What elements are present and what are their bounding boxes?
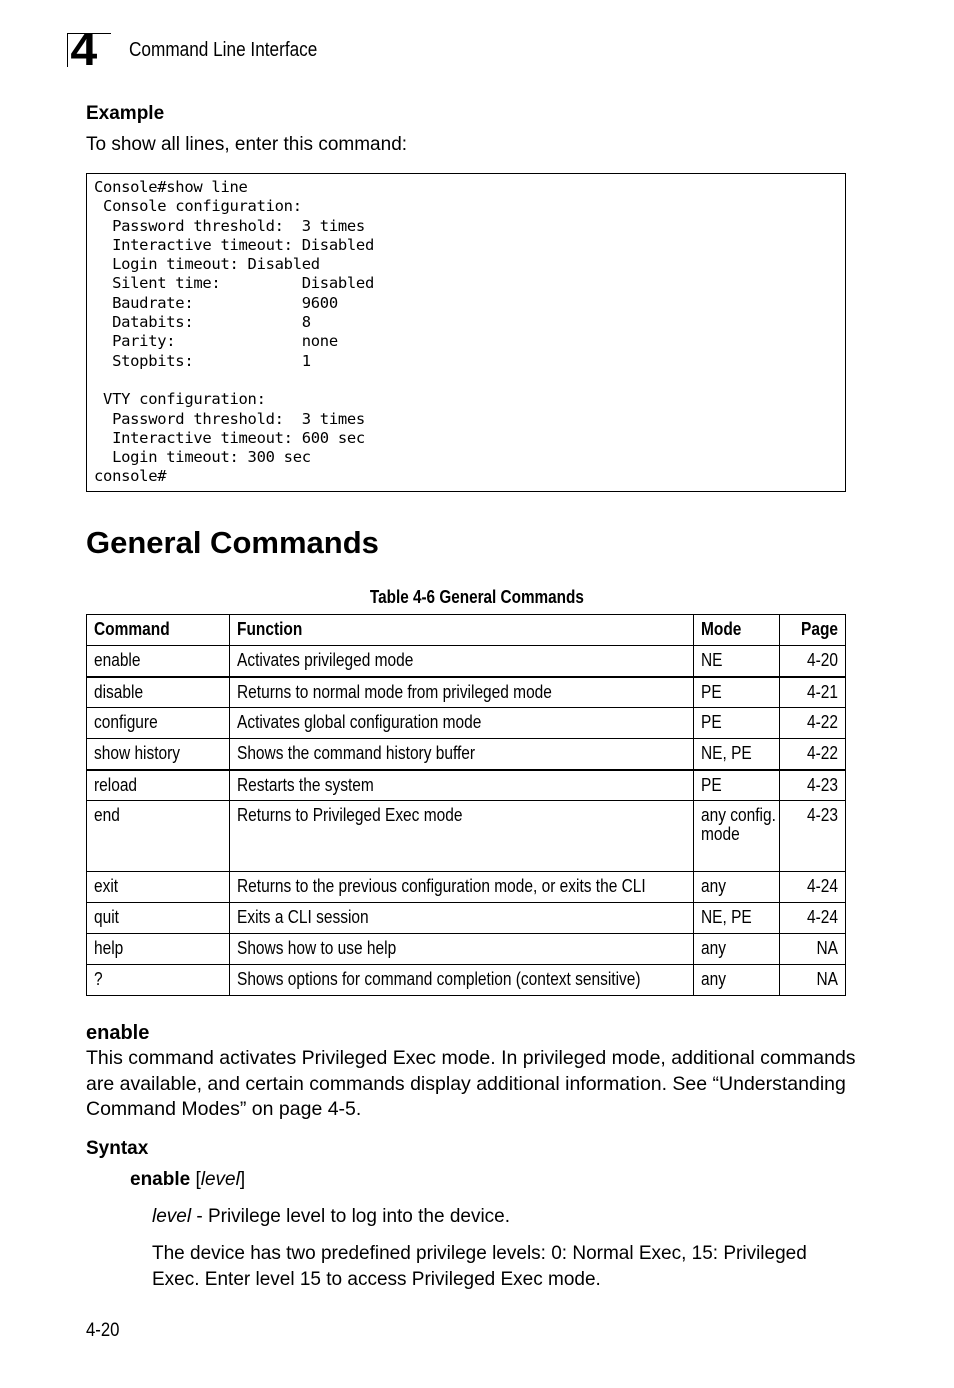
cell-command: reload: [87, 770, 230, 801]
table-caption: Table 4-6 General Commands: [370, 587, 584, 607]
cell-command: configure: [87, 708, 230, 739]
cell-function: Shows how to use help: [230, 934, 694, 965]
cell-function: Exits a CLI session: [230, 903, 694, 934]
table-row: [87, 677, 846, 708]
cell-page: NA: [780, 965, 846, 996]
table-row: [87, 646, 846, 677]
cell-command: show history: [87, 739, 230, 770]
general-commands-table: [86, 614, 846, 996]
header-mode: Mode: [694, 615, 780, 646]
cell-function: Restarts the system: [230, 770, 694, 801]
syntax-close-bracket: ]: [239, 1169, 246, 1190]
table-row: [87, 770, 846, 801]
syntax-command: enable: [130, 1169, 191, 1190]
cell-command: enable: [87, 646, 230, 677]
header-function: Function: [230, 615, 694, 646]
cell-mode: PE: [694, 770, 780, 801]
table-row: [87, 965, 846, 996]
cell-function: Returns to normal mode from privileged mode: [230, 677, 694, 708]
code-block: [86, 173, 846, 492]
cell-function: Activates global configuration mode: [230, 708, 694, 739]
header-command: Command: [87, 615, 230, 646]
code-text: Console#show line Console configuration: Password threshold: 3 times Interactive timeout: Disabled Login timeout: Disabled Silent time: Disabled Baudrate: 9600 Databits: 8 Parity: none Stopbits: 1 VTY configuration: Password threshold: 3 times Interactive timeout: 600 sec Login timeout: 300 sec console#: [94, 178, 374, 486]
cell-mode: any: [694, 965, 780, 996]
cell-function: Activates privileged mode: [230, 646, 694, 677]
page-number: 4-20: [86, 1320, 120, 1341]
cell-function: Shows options for command completion (context sensitive): [230, 965, 694, 996]
cell-function: Returns to the previous configuration mode, or exits the CLI: [230, 872, 694, 903]
cell-mode: any: [694, 872, 780, 903]
cell-function: Returns to Privileged Exec mode: [230, 801, 694, 872]
cell-function: Shows the command history buffer: [230, 739, 694, 770]
cell-page: 4-24: [780, 903, 846, 934]
cell-mode: PE: [694, 677, 780, 708]
syntax-param: level: [200, 1169, 240, 1190]
table-row: [87, 934, 846, 965]
cell-mode: PE: [694, 708, 780, 739]
header-page: Page: [780, 615, 846, 646]
table-header-row: [87, 615, 846, 646]
cell-mode: NE, PE: [694, 903, 780, 934]
table-row: [87, 739, 846, 770]
table-row: [87, 708, 846, 739]
cell-command: disable: [87, 677, 230, 708]
cell-mode: NE, PE: [694, 739, 780, 770]
syntax-line: [130, 1168, 245, 1192]
table-row: [87, 872, 846, 903]
param-detail: The device has two predefined privilege levels: 0: Normal Exec, 15: Privileged Exec. Enter level 15 to access Privileged Exec mode.: [152, 1243, 807, 1290]
section-title: General Commands: [86, 525, 379, 560]
cell-page: 4-22: [780, 739, 846, 770]
cell-page: NA: [780, 934, 846, 965]
cell-mode: NE: [694, 646, 780, 677]
enable-heading: enable: [86, 1022, 150, 1044]
table-row: [87, 903, 846, 934]
cell-page: 4-23: [780, 770, 846, 801]
param-description: [152, 1205, 510, 1229]
cell-page: 4-23: [780, 801, 846, 872]
example-intro: To show all lines, enter this command:: [86, 134, 408, 155]
cell-command: exit: [87, 872, 230, 903]
cell-command: quit: [87, 903, 230, 934]
chapter-number: 4: [70, 23, 98, 75]
enable-description: This command activates Privileged Exec mode. In privileged mode, additional commands are available, and certain commands display additional information. See “Understanding Command Modes” on page 4-5.: [86, 1047, 856, 1120]
cell-mode: any: [694, 934, 780, 965]
cell-command: end: [87, 801, 230, 872]
param-desc: - Privilege level to log into the device.: [191, 1206, 511, 1227]
example-heading: Example: [86, 103, 165, 124]
syntax-heading: Syntax: [86, 1138, 149, 1159]
cell-page: 4-24: [780, 872, 846, 903]
table-row: [87, 801, 846, 872]
syntax-open-bracket: [: [190, 1169, 201, 1190]
cell-page: 4-20: [780, 646, 846, 677]
cell-page: 4-21: [780, 677, 846, 708]
running-header-title: Command Line Interface: [129, 39, 318, 61]
cell-command: ?: [87, 965, 230, 996]
cell-mode: any config. mode: [694, 801, 780, 872]
param-name: level: [152, 1206, 192, 1227]
cell-command: help: [87, 934, 230, 965]
cell-page: 4-22: [780, 708, 846, 739]
